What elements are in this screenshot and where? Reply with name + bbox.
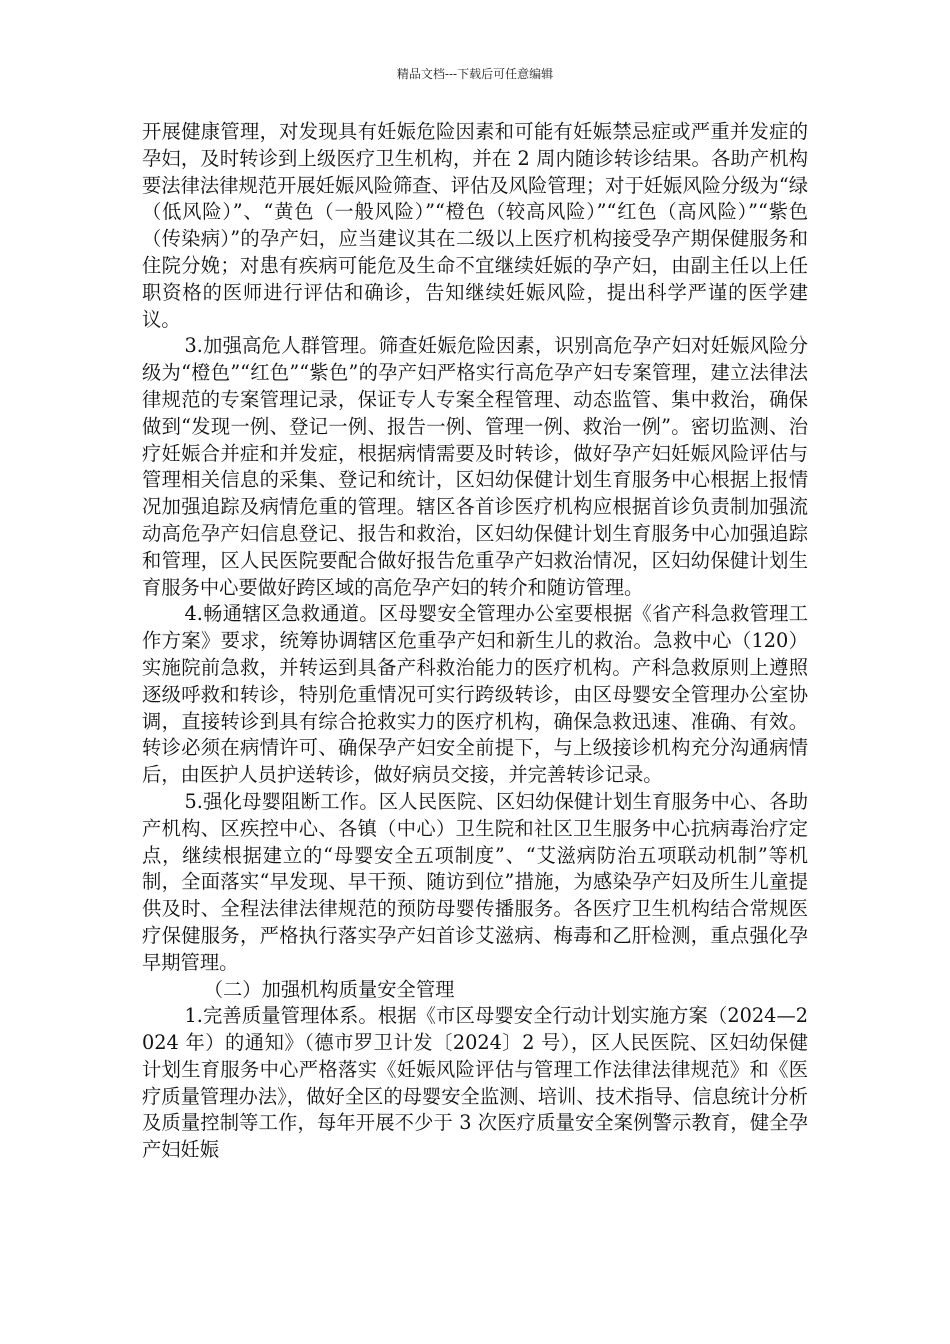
page-header: 精品文档---下载后可任意编辑 (396, 67, 554, 81)
paragraph-high-risk-management: 3.加强高危人群管理。筛查妊娠危险因素，识别高危孕产妇对妊娠风险分级为“橙色”“红色”“紫色”的孕产妇严格实行高危孕产妇专案管理，建立法律法律规范的专案管理记录，保证专人专案全程管理、动态监管、集中救治，确保做到“发现一例、登记一例、报告一例、管理一例、救治一例”。密切监测、治疗妊娠合并症和并发症，根据病情需要及时转诊，做好孕产妇妊娠风险评估与管理相关信息的采集、登记和统计，区妇幼保健计划生育服务中心根据上报情况加强追踪及病情危重的管理。辖区各首诊医疗机构应根据首诊负责制加强流动高危孕产妇信息登记、报告和救治，区妇幼保健计划生育服务中心加强追踪和管理，区人民医院要配合做好报告危重孕产妇救治情况，区妇幼保健计划生育服务中心要做好跨区域的高危孕产妇的转介和随访管理。 (142, 334, 808, 599)
section-heading-quality-safety: （二）加强机构质量安全管理 (203, 977, 455, 1001)
paragraph-emergency-channel: 4.畅通辖区急救通道。区母婴安全管理办公室要根据《省产科急救管理工作方案》要求，统筹协调辖区危重孕产妇和新生儿的救治。急救中心（120）实施院前急救，并转运到具备产科救治能力的医疗机构。产科急救原则上遵照逐级呼救和转诊，特别危重情况可实行跨级转诊，由区母婴安全管理办公室协调，直接转诊到具有综合抢救实力的医疗机构，确保急救迅速、准确、有效。转诊必须在病情许可、确保孕产妇安全前提下，与上级接诊机构充分沟通病情后，由医护人员护送转诊，做好病员交接，并完善转诊记录。 (142, 602, 808, 787)
paragraph-mother-infant-blocking: 5.强化母婴阻断工作。区人民医院、区妇幼保健计划生育服务中心、各助产机构、区疾控中心、各镇（中心）卫生院和社区卫生服务中心抗病毒治疗定点，继续根据建立的“母婴安全五项制度”、“艾滋病防治五项联动机制”等机制，全面落实“早发现、早干预、随访到位”措施，为感染孕产妇及所生儿童提供及时、全程法律法律规范的预防母婴传播服务。各医疗卫生机构结合常规医疗保健服务，严格执行落实孕产妇首诊艾滋病、梅毒和乙肝检测，重点强化孕早期管理。 (142, 789, 808, 974)
paragraph-quality-system: 1.完善质量管理体系。根据《市区母婴安全行动计划实施方案（2024—2024 年）的通知》（德市罗卫计发〔2024〕2 号），区人民医院、区妇幼保健计划生育服务中心严格落实《妊娠风险评估与管理工作法律法律规范》和《医疗质量管理办法》，做好全区的母婴安全监测、培训、技术指导、信息统计分析及质量控制等工作，每年开展不少于 3 次医疗质量安全案例警示教育，健全孕产妇妊娠 (142, 1004, 808, 1162)
paragraph-risk-screening: 开展健康管理，对发现具有妊娠危险因素和可能有妊娠禁忌症或严重并发症的孕妇，及时转诊到上级医疗卫生机构，并在 2 周内随诊转诊结果。各助产机构要法律法律规范开展妊娠风险筛查、评估及风险管理；对于妊娠风险分级为“绿（低风险）”、“黄色（一般风险）”“橙色（较高风险）”“红色（高风险）”“紫色（传染病）”的孕产妇，应当建议其在二级以上医疗机构接受孕产期保健服务和住院分娩；对患有疾病可能危及生命不宜继续妊娠的孕产妇，由副主任以上任职资格的医师进行评估和确诊，告知继续妊娠风险，提出科学严谨的医学建议。 (142, 120, 808, 331)
document-body (142, 119, 808, 1164)
